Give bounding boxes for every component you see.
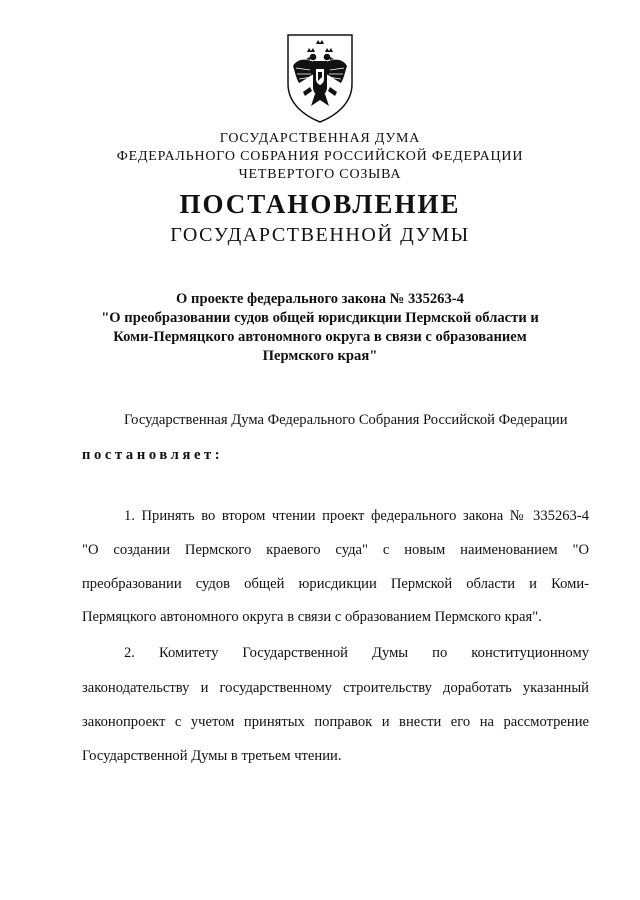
coat-of-arms-emblem — [285, 32, 355, 124]
subject-line: О проекте федерального закона № 335263-4 — [176, 291, 464, 307]
header-line-1: ГОСУДАРСТВЕННАЯ ДУМА — [219, 131, 421, 146]
header-line-3: ЧЕТВЕРТОГО СОЗЫВА — [238, 167, 402, 182]
header-line-2: ФЕДЕРАЛЬНОГО СОБРАНИЯ РОССИЙСКОЙ ФЕДЕРАЦИИ — [116, 149, 524, 164]
preamble: Государственная Дума Федерального Собрания Российской Федерации — [124, 412, 568, 428]
resolution-verb: постановляет: — [82, 447, 224, 463]
paragraph-2-line: 2. Комитету Государственной Думы по конституционному — [124, 645, 589, 661]
paragraph-1-line: Пермяцкого автономного округа в связи с образованием Пермского края". — [82, 609, 542, 625]
paragraph-2-line: законодательству и государственному строительству доработать указанный — [82, 680, 589, 696]
paragraph-2-line: Государственной Думы в третьем чтении. — [82, 748, 342, 764]
document-subject — [60, 290, 580, 366]
subject-line: Коми-Пермяцкого автономного округа в связи с образованием — [113, 329, 527, 345]
paragraph-1-line: 1. Принять во втором чтении проект федерального закона № 335263-4 — [124, 508, 589, 524]
paragraph-2-line: законопроект с учетом принятых поправок и внести его на рассмотрение — [82, 714, 589, 730]
paragraph-1-line: преобразовании судов общей юрисдикции Пермской области и Коми- — [82, 576, 589, 592]
subject-line: "О преобразовании судов общей юрисдикции Пермской области и — [101, 310, 539, 326]
document-issuer-title: ГОСУДАРСТВЕННОЙ ДУМЫ — [170, 224, 470, 246]
subject-line: Пермского края" — [262, 348, 378, 364]
paragraph-1-line: "О создании Пермского краевого суда" с новым наименованием "О — [82, 542, 589, 558]
document-type-title: ПОСТАНОВЛЕНИЕ — [179, 189, 461, 219]
